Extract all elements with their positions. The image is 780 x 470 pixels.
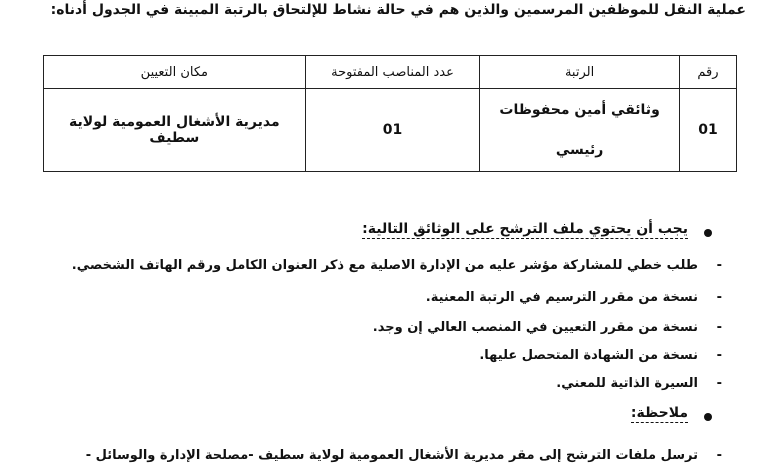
dash-icon: -: [716, 376, 722, 391]
cell-rank: [480, 89, 680, 172]
dash-icon: -: [716, 258, 722, 273]
bullet-icon: [704, 229, 712, 237]
list-item: طلب خطي للمشاركة مؤشر عليه من الإدارة الاصلية مع ذكر العنوان الكامل ورقم الهاتف الشخصي.: [71, 258, 698, 273]
dash-icon: -: [716, 320, 722, 335]
dash-icon: -: [716, 290, 722, 305]
header-rank: الرتبة: [480, 56, 680, 89]
rank-line-2: رئيسي: [555, 142, 604, 158]
intro-paragraph: عملية النقل للموظفين المرسمين والذين هم في حالة نشاط للإلتحاق بالرتبة المبينة في الجدول أدناه:: [50, 2, 746, 18]
cell-place: مديرية الأشغال العمومية لولاية سطيف: [44, 89, 306, 172]
header-count: عدد المناصب المفتوحة: [305, 56, 480, 89]
table-header-row: [44, 56, 737, 89]
table-row: [44, 89, 737, 172]
cell-num: 01: [679, 89, 736, 172]
documents-heading: يجب أن يحتوي ملف الترشح على الوثائق التالية:: [362, 221, 688, 237]
list-item: السيرة الذاتية للمعني.: [556, 376, 698, 391]
header-num: رقم: [679, 56, 736, 89]
cell-count: 01: [305, 89, 480, 172]
list-item: نسخة من الشهادة المتحصل عليها.: [479, 348, 698, 363]
dash-icon: -: [716, 448, 722, 463]
rank-line-1: وثائقي أمين محفوظات: [499, 102, 660, 118]
positions-table: [43, 55, 737, 172]
header-place: مكان التعيين: [44, 56, 306, 89]
bullet-icon: [704, 413, 712, 421]
note-heading: ملاحظة:: [630, 405, 688, 421]
list-item: نسخة من مقرر التعيين في المنصب العالي إن وجد.: [372, 320, 698, 335]
dash-icon: -: [716, 348, 722, 363]
note-text: ترسل ملفات الترشح إلى مقر مديرية الأشغال العمومية لولاية سطيف -مصلحة الإدارة والوسائل -: [85, 448, 698, 463]
list-item: نسخة من مقرر الترسيم في الرتبة المعنية.: [425, 290, 698, 305]
